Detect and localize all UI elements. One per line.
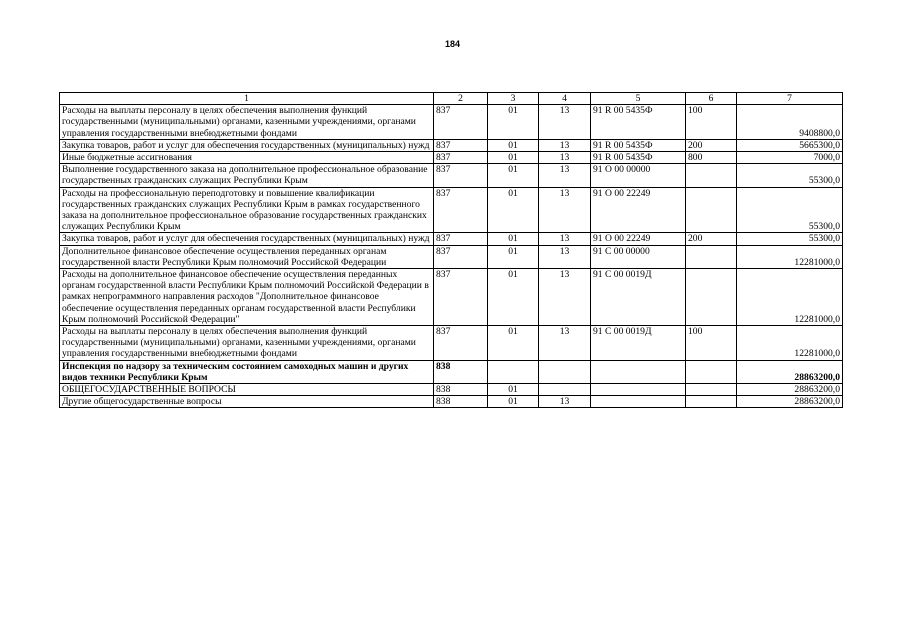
subsection-code-cell: 13 [539,152,591,164]
ministry-code-cell: 837 [434,105,488,140]
target-article-cell: 91 О 00 00000 [591,164,686,187]
section-code-cell: 01 [488,164,539,187]
page-number: 184 [444,39,461,49]
subsection-code-cell: 13 [539,105,591,140]
expense-name-cell: Расходы на дополнительное финансовое обеспечение осуществления переданных органам государственной власти Республики Крым полномочий Российской Федерации в рамках непрограммного направления расходов "Дополнительное финансовое обеспечение осуществления переданных органам государственной власти Республики Крым полномочий Российской Федерации" [60,269,434,326]
target-article-cell: 91 R 00 5435Ф [591,152,686,164]
expense-name-cell: Другие общегосударственные вопросы [60,396,434,408]
section-code-cell: 01 [488,187,539,233]
target-article-cell [591,384,686,396]
subsection-code-cell: 13 [539,233,591,245]
target-article-cell: 91 С 00 0019Д [591,269,686,326]
expense-name-cell: Закупка товаров, работ и услуг для обеспечения государственных (муниципальных) нужд [60,233,434,245]
section-code-cell: 01 [488,396,539,408]
expense-type-cell [686,245,737,268]
section-code-cell: 01 [488,152,539,164]
expense-name-cell: Инспекция по надзору за техническим состоянием самоходных машин и других видов техники Республики Крым [60,360,434,383]
ministry-code-cell: 837 [434,187,488,233]
target-article-cell: 91 О 00 22249 [591,233,686,245]
amount-cell: 55300,0 [737,187,843,233]
table-row [60,360,843,383]
target-article-cell: 91 С 00 00000 [591,245,686,268]
expense-type-cell [686,164,737,187]
table-row [60,139,843,151]
amount-cell: 28863200,0 [737,396,843,408]
amount-cell: 55300,0 [737,233,843,245]
ministry-code-cell: 837 [434,139,488,151]
table-row [60,245,843,268]
subsection-code-cell [539,384,591,396]
table-row [60,152,843,164]
expense-type-cell: 200 [686,233,737,245]
table-row [60,269,843,326]
section-code-cell: 01 [488,326,539,361]
header-cell: 2 [434,93,488,105]
amount-cell: 7000,0 [737,152,843,164]
table-row [60,105,843,140]
subsection-code-cell: 13 [539,326,591,361]
section-code-cell: 01 [488,245,539,268]
ministry-code-cell: 837 [434,269,488,326]
amount-cell: 12281000,0 [737,245,843,268]
expense-type-cell: 200 [686,139,737,151]
table-row [60,384,843,396]
header-cell: 4 [539,93,591,105]
header-cell: 1 [60,93,434,105]
amount-cell: 55300,0 [737,164,843,187]
table-row [60,164,843,187]
subsection-code-cell: 13 [539,187,591,233]
expense-name-cell: Выполнение государственного заказа на дополнительное профессиональное образование государственных гражданских служащих Республики Крым [60,164,434,187]
section-code-cell: 01 [488,269,539,326]
target-article-cell: 91 R 00 5435Ф [591,139,686,151]
subsection-code-cell: 13 [539,269,591,326]
section-code-cell: 01 [488,105,539,140]
expense-name-cell: Дополнительное финансовое обеспечение осуществления переданных органам государственной власти Республики Крым полномочий Российской Федерации [60,245,434,268]
subsection-code-cell: 13 [539,139,591,151]
amount-cell: 12281000,0 [737,326,843,361]
expense-type-cell: 100 [686,326,737,361]
ministry-code-cell: 838 [434,384,488,396]
section-code-cell [488,360,539,383]
expense-type-cell [686,269,737,326]
target-article-cell [591,360,686,383]
expense-name-cell: Закупка товаров, работ и услуг для обеспечения государственных (муниципальных) нужд [60,139,434,151]
amount-cell: 28863200,0 [737,384,843,396]
budget-table [59,92,843,408]
amount-cell: 5665300,0 [737,139,843,151]
expense-type-cell [686,396,737,408]
expense-name-cell: Расходы на выплаты персоналу в целях обеспечения выполнения функций государственными (муниципальными) органами, казенными учреждениями, органами управления государственными внебюджетными фондами [60,105,434,140]
ministry-code-cell: 838 [434,360,488,383]
subsection-code-cell: 13 [539,164,591,187]
amount-cell: 12281000,0 [737,269,843,326]
amount-cell: 28863200,0 [737,360,843,383]
expense-name-cell: Иные бюджетные ассигнования [60,152,434,164]
target-article-cell: 91 О 00 22249 [591,187,686,233]
section-code-cell: 01 [488,139,539,151]
ministry-code-cell: 837 [434,233,488,245]
target-article-cell: 91 R 00 5435Ф [591,105,686,140]
target-article-cell: 91 С 00 0019Д [591,326,686,361]
table-row [60,326,843,361]
subsection-code-cell: 13 [539,245,591,268]
ministry-code-cell: 837 [434,245,488,268]
table-row [60,233,843,245]
target-article-cell [591,396,686,408]
expense-type-cell [686,360,737,383]
subsection-code-cell [539,360,591,383]
header-cell: 3 [488,93,539,105]
header-cell: 6 [686,93,737,105]
section-code-cell: 01 [488,384,539,396]
table-header-row [60,93,843,105]
ministry-code-cell: 838 [434,396,488,408]
expense-type-cell: 100 [686,105,737,140]
expense-name-cell: Расходы на профессиональную переподготовку и повышение квалификации государственных гражданских служащих Республики Крым в рамках государственного заказа на дополнительное профессиональное образование государственных гражданских служащих Республики Крым [60,187,434,233]
header-cell: 7 [737,93,843,105]
expense-type-cell [686,187,737,233]
ministry-code-cell: 837 [434,164,488,187]
subsection-code-cell: 13 [539,396,591,408]
ministry-code-cell: 837 [434,326,488,361]
header-cell: 5 [591,93,686,105]
amount-cell: 9408800,0 [737,105,843,140]
expense-name-cell: ОБЩЕГОСУДАРСТВЕННЫЕ ВОПРОСЫ [60,384,434,396]
expense-type-cell [686,384,737,396]
table-row [60,187,843,233]
expense-type-cell: 800 [686,152,737,164]
section-code-cell: 01 [488,233,539,245]
expense-name-cell: Расходы на выплаты персоналу в целях обеспечения выполнения функций государственными (муниципальными) органами, казенными учреждениями, органами управления государственными внебюджетными фондами [60,326,434,361]
table-row [60,396,843,408]
ministry-code-cell: 837 [434,152,488,164]
